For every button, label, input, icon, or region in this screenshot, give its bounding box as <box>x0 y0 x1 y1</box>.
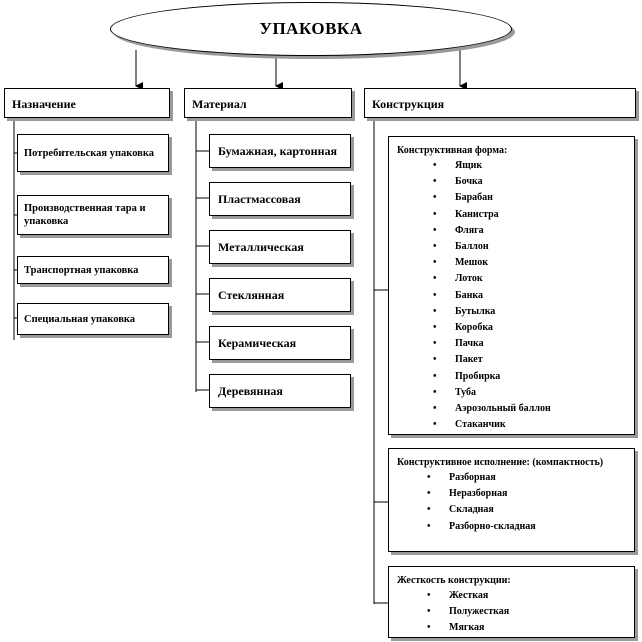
purpose-header <box>4 88 170 118</box>
list-item: • Мешок <box>433 255 626 271</box>
material-label: Материал <box>192 97 247 111</box>
list-item: • Лоток <box>433 271 626 287</box>
list-item: • Разборно-складная <box>427 519 626 535</box>
purpose-item: Потребительская упаковка <box>17 134 169 172</box>
diagram-title: УПАКОВКА <box>259 19 363 38</box>
list-item: • Бочка <box>433 174 626 190</box>
construction-label: Конструкция <box>372 97 445 111</box>
list-item: • Банка <box>433 288 626 304</box>
list-item: • Пробирка <box>433 369 626 385</box>
construction-execution-group <box>388 448 635 552</box>
material-item: Пластмассовая <box>209 182 351 216</box>
list-item: • Канистра <box>433 207 626 223</box>
construction-form-group <box>388 136 635 435</box>
material-item: Бумажная, картонная <box>209 134 351 168</box>
construction-header <box>364 88 636 118</box>
construction-execution-list <box>397 470 626 535</box>
list-item: • Фляга <box>433 223 626 239</box>
list-item: • Полужесткая <box>427 604 626 620</box>
purpose-item: Транспортная упаковка <box>17 256 169 284</box>
list-item: • Жесткая <box>427 588 626 604</box>
material-item: Керамическая <box>209 326 351 360</box>
material-item: Стеклянная <box>209 278 351 312</box>
purpose-item: Производственная тара и упаковка <box>17 195 169 235</box>
title-oval <box>110 2 512 56</box>
material-item: Металлическая <box>209 230 351 264</box>
list-item: • Ящик <box>433 158 626 174</box>
material-header <box>184 88 352 118</box>
list-item: • Разборная <box>427 470 626 486</box>
material-item: Деревянная <box>209 374 351 408</box>
construction-rigidity-list <box>397 588 626 637</box>
list-item: • Бутылка <box>433 304 626 320</box>
list-item: • Пачка <box>433 336 626 352</box>
list-item: • Коробка <box>433 320 626 336</box>
list-item: • Пакет <box>433 352 626 368</box>
construction-rigidity-group <box>388 566 635 638</box>
construction-form-list <box>397 158 626 433</box>
list-item: • Туба <box>433 385 626 401</box>
list-item: • Стаканчик <box>433 417 626 433</box>
group-title: Конструктивное исполнение: (компактность) <box>397 457 604 468</box>
list-item: • Мягкая <box>427 620 626 636</box>
list-item: • Аэрозольный баллон <box>433 401 626 417</box>
group-title: Конструктивная форма: <box>397 145 508 156</box>
list-item: • Барабан <box>433 190 626 206</box>
group-title: Жесткость конструкции: <box>397 575 511 586</box>
list-item: • Баллон <box>433 239 626 255</box>
purpose-item: Специальная упаковка <box>17 303 169 335</box>
purpose-label: Назначение <box>12 97 76 111</box>
list-item: • Неразборная <box>427 486 626 502</box>
list-item: • Складная <box>427 502 626 518</box>
